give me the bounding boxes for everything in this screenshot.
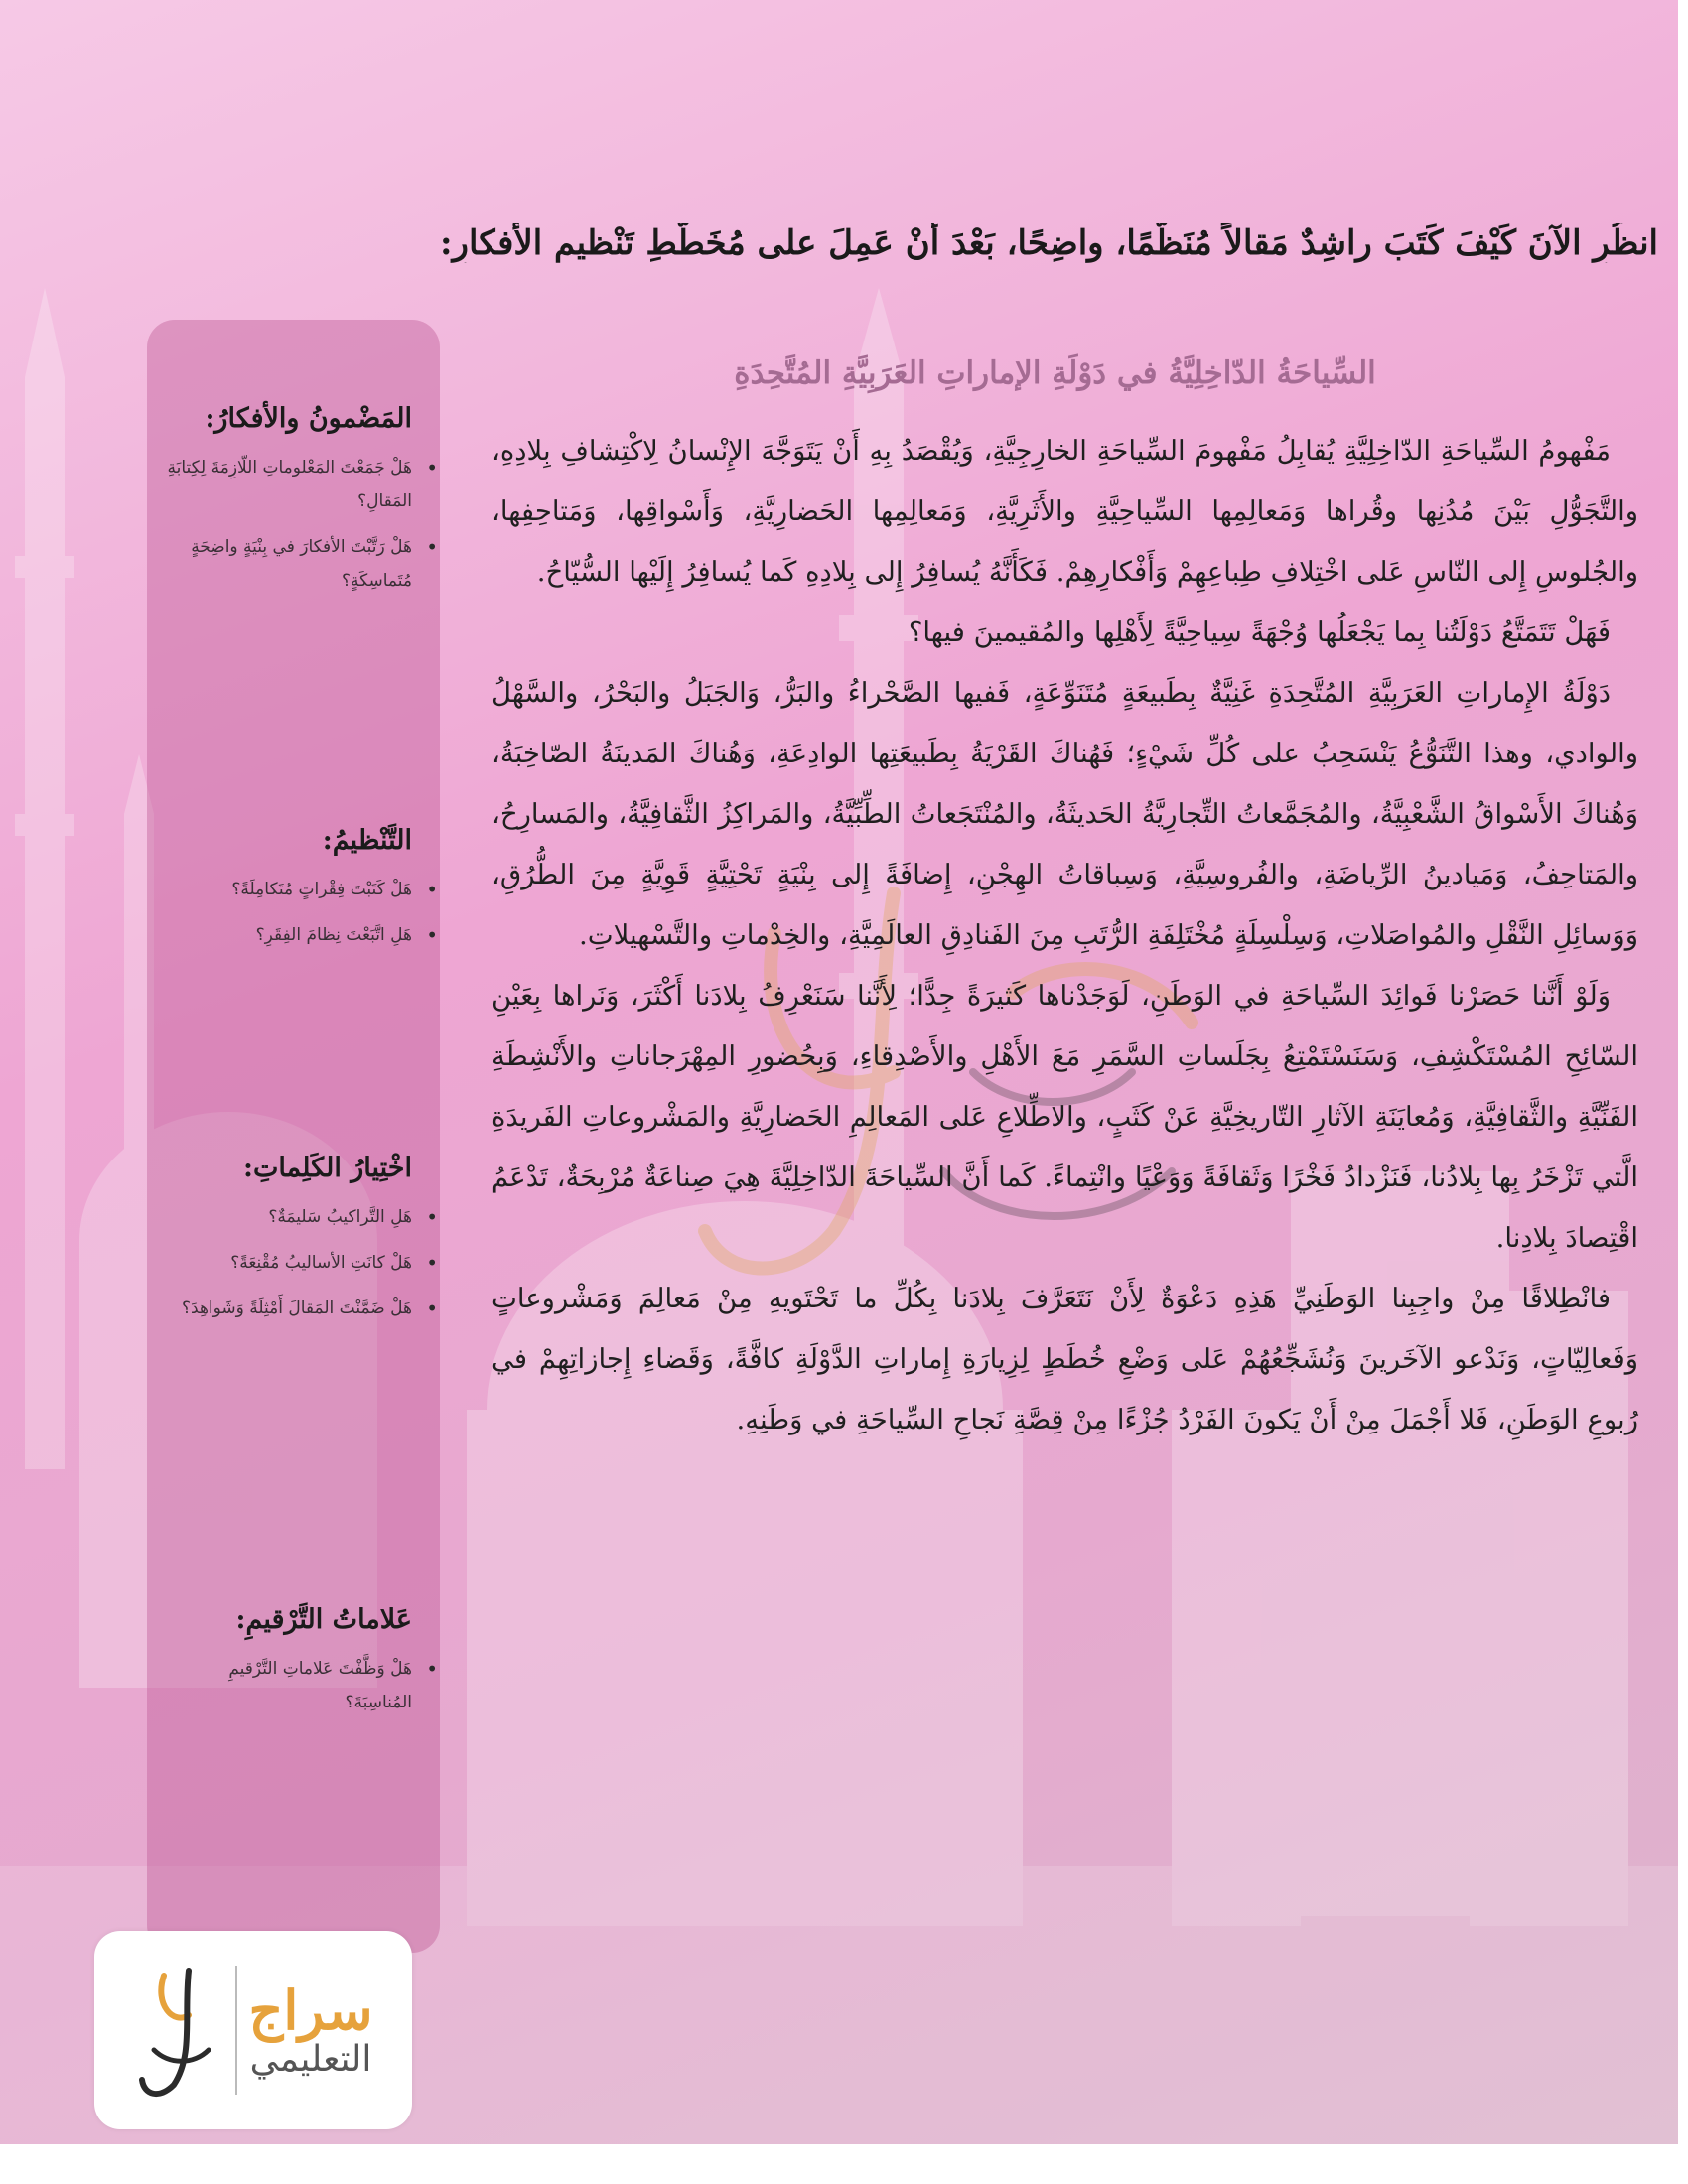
sidebar-section-punctuation — [164, 1600, 438, 1731]
siraj-logo — [94, 1931, 412, 2129]
checklist-item — [164, 1652, 438, 1719]
bullet-icon: • — [426, 1205, 438, 1229]
checklist-item — [164, 918, 438, 952]
bullet-icon: • — [426, 923, 438, 947]
checklist-item-text: هَلْ وَظَّفْتَ عَلاماتِ التَّرْقيمِ المُناسِبَةَ؟ — [228, 1659, 412, 1712]
bullet-icon: • — [426, 1251, 438, 1275]
checklist-item — [164, 451, 438, 518]
checklist-item — [164, 1200, 438, 1234]
logo-name: سراج — [248, 1978, 373, 2042]
article-paragraph: وَلَوْ أَنَّنا حَصَرْنا فَوائِدَ السِّياحَةِ في الوَطَنِ، لَوَجَدْناها كَثيرَةً جِدًّا؛ لِأَنَّنا سَنَعْرِفُ بِلادَنا أَكْثَرَ، وَنَراها بِعَيْنِ السّائِحِ المُسْتَكْشِفِ، وَسَنَسْتَمْتِعُ بِجَلَساتِ السَّمَرِ مَعَ الأَهْلِ والأَصْدِقاءِ، وَبِحُضورِ المِهْرَجاناتِ والأَنْشِطَةِ الفَنِّيَّةِ والثَّقافِيَّةِ، وَمُعايَنَةِ الآثارِ التّاريخِيَّةِ عَنْ كَثَبٍ، والاطِّلاعِ عَلى المَعالِمِ الحَضارِيَّةِ والمَشْروعاتِ الفَريدَةِ الَّتي تَزْخَرُ بِها بِلادُنا، فَنَزْدادُ فَخْرًا وَثَقافَةً وَوَعْيًا وانْتِماءً. كَما أَنَّ السِّياحَةَ الدّاخِلِيَّةَ هِيَ صِناعَةٌ مُرْبِحَةٌ، تَدْعَمُ اقْتِصادَ بِلادِنا. — [492, 980, 1638, 1254]
sidebar-section-title: عَلاماتُ التَّرْقيمِ: — [235, 1604, 412, 1635]
article-paragraph: مَفْهومُ السِّياحَةِ الدّاخِلِيَّةِ يُقابِلُ مَفْهومَ السِّياحَةِ الخارِجِيَّةِ، وَيُقْصَدُ بِهِ أَنْ يَتَوَجَّهَ الإِنْسانُ لِاكْتِشافِ بِلادِهِ، والتَّجَوُّلِ بَيْنَ مُدُنِها وقُراها وَمَعالِمِها السِّياحِيَّةِ والأَثَرِيَّةِ، وَمَعالِمِها الحَضارِيَّةِ، وَأَسْواقِها، وَمَتاحِفِها، والجُلوسِ إِلى النّاسِ عَلى اخْتِلافِ طِباعِهِمْ وَأَفْكارِهِمْ. فَكَأَنَّهُ يُسافِرُ إِلى بِلادِهِ كَما يُسافِرُ إِلَيْها السُّيّاحُ. — [492, 435, 1638, 588]
sidebar-section-word-choice — [164, 1149, 438, 1337]
sidebar-checklist — [164, 1652, 438, 1719]
checklist-item — [164, 1292, 438, 1325]
checklist-sidebar — [147, 320, 440, 1953]
sidebar-section-title: التَّنْظيمُ: — [322, 825, 412, 856]
article-paragraph: فَهَلْ تَتَمَتَّعُ دَوْلَتُنا بِما يَجْعَلُها وُجْهَةً سِياحِيَّةً لِأَهْلِها والمُقيمينَ فيها؟ — [908, 616, 1611, 648]
bullet-icon: • — [426, 1657, 438, 1681]
bullet-icon: • — [426, 535, 438, 559]
checklist-item-text: هَلْ ضَمَّنْتَ المَقالَ أَمْثِلَةً وَشَواهِدَ؟ — [182, 1298, 412, 1318]
article-paragraph: فانْطِلاقًا مِنْ واجِبِنا الوَطَنِيِّ هَذِهِ دَعْوَةٌ لِأَنْ نَتَعَرَّفَ بِلادَنا بِكُلِّ ما تَحْتَويهِ مِنْ مَعالِمَ وَمَشْروعاتٍ وَفَعالِيّاتٍ، وَنَدْعو الآخَرينَ وَنُشَجِّعُهُمْ عَلى وَضْعِ خُطَطٍ لِزِيارَةِ إِماراتِ الدَّوْلَةِ كافَّةً، وَقَضاءِ إِجازاتِهِمْ في رُبوعِ الوَطَنِ، فَلا أَجْمَلَ مِنْ أَنْ يَكونَ الفَرْدُ جُزْءًا مِنْ قِصَّةِ نَجاحِ السِّياحَةِ في وَطَنِهِ. — [492, 1283, 1638, 1435]
sidebar-section-title: اخْتِيارُ الكَلِماتِ: — [243, 1153, 412, 1183]
calligraphy-emblem-icon — [134, 1956, 223, 2105]
bullet-icon: • — [426, 878, 438, 901]
checklist-item — [164, 1246, 438, 1280]
checklist-item — [164, 873, 438, 906]
sidebar-section-content — [164, 399, 438, 610]
sidebar-checklist — [164, 451, 438, 598]
checklist-item-text: هَلْ جَمَعْتَ المَعْلوماتِ اللّازِمَةَ لِكِتابَةِ المَقالِ؟ — [167, 458, 412, 511]
logo-subtitle: التعليمي — [249, 2038, 372, 2080]
article-title: السِّياحَةُ الدّاخِلِيَّةُ في دَوْلَةِ الإماراتِ العَرَبِيَّةِ المُتَّحِدَةِ — [734, 355, 1376, 391]
article-paragraph: دَوْلَةُ الإِماراتِ العَرَبِيَّةِ المُتَّحِدَةِ غَنِيَّةٌ بِطَبيعَةٍ مُتَنَوِّعَةٍ، فَفيها الصَّحْراءُ والبَرُّ، وَالجَبَلُ والبَحْرُ، والسَّهْلُ والوادي، وهذا التَّنَوُّعُ يَنْسَحِبُ على كُلِّ شَيْءٍ؛ فَهُناكَ القَرْيَةُ بِطَبيعَتِها الوادِعَةِ، وَهُناكَ المَدينَةُ الصّاخِبَةُ، وَهُناكَ الأَسْواقُ الشَّعْبِيَّةُ، والمُجَمَّعاتُ التِّجارِيَّةُ الحَديثَةُ، والمُنْتَجَعاتُ الطِّبِّيَّةُ، والمَراكِزُ الثَّقافِيَّةُ، والمَسارِحُ، والمَتاحِفُ، وَمَيادينُ الرِّياضَةِ، والفُروسِيَّةِ، وَسِباقاتُ الهِجْنِ، إِضافَةً إِلى بِنْيَةٍ تَحْتِيَّةٍ قَوِيَّةٍ مِنَ الطُّرُقِ، وَوَسائِلِ النَّقْلِ والمُواصَلاتِ، وَسِلْسِلَةٍ مُخْتَلِفَةِ الرُّتَبِ مِنَ الفَنادِقِ العالَمِيَّةِ، والخِدْماتِ والتَّسْهيلاتِ. — [492, 677, 1638, 951]
article — [462, 320, 1648, 1973]
checklist-item-text: هَلْ كَتَبْتَ فِقْراتٍ مُتَكامِلَةً؟ — [231, 880, 412, 899]
sidebar-checklist — [164, 1200, 438, 1325]
sidebar-section-organization — [164, 821, 438, 964]
page-heading: انظُرِ الآنَ كَيْفَ كَتَبَ راشِدٌ مَقالاً مُنَظَّمًا، واضِحًا، بَعْدَ أنْ عَمِلَ على مُخَطَّطِ تَنْظيمِ الأفكارِ: — [439, 223, 1658, 263]
logo-divider — [235, 1966, 237, 2095]
checklist-item-text: هَلِ اتَّبَعْتَ نِظامَ الفِقَرِ؟ — [255, 925, 412, 945]
checklist-item-text: هَلْ رَتَّبْتَ الأفكارَ في بِنْيَةٍ واضِحَةٍ مُتَماسِكَةٍ؟ — [191, 537, 412, 591]
sidebar-section-title: المَضْمونُ والأفكارُ: — [205, 403, 412, 434]
logo-text — [248, 1978, 373, 2080]
checklist-item-text: هَلْ كانَتِ الأساليبُ مُقْنِعَةً؟ — [230, 1253, 412, 1273]
bullet-icon: • — [426, 1297, 438, 1320]
bullet-icon: • — [426, 456, 438, 479]
sidebar-checklist — [164, 873, 438, 952]
checklist-item — [164, 530, 438, 598]
checklist-item-text: هَلِ التَّراكيبُ سَليمَةٌ؟ — [268, 1207, 412, 1227]
